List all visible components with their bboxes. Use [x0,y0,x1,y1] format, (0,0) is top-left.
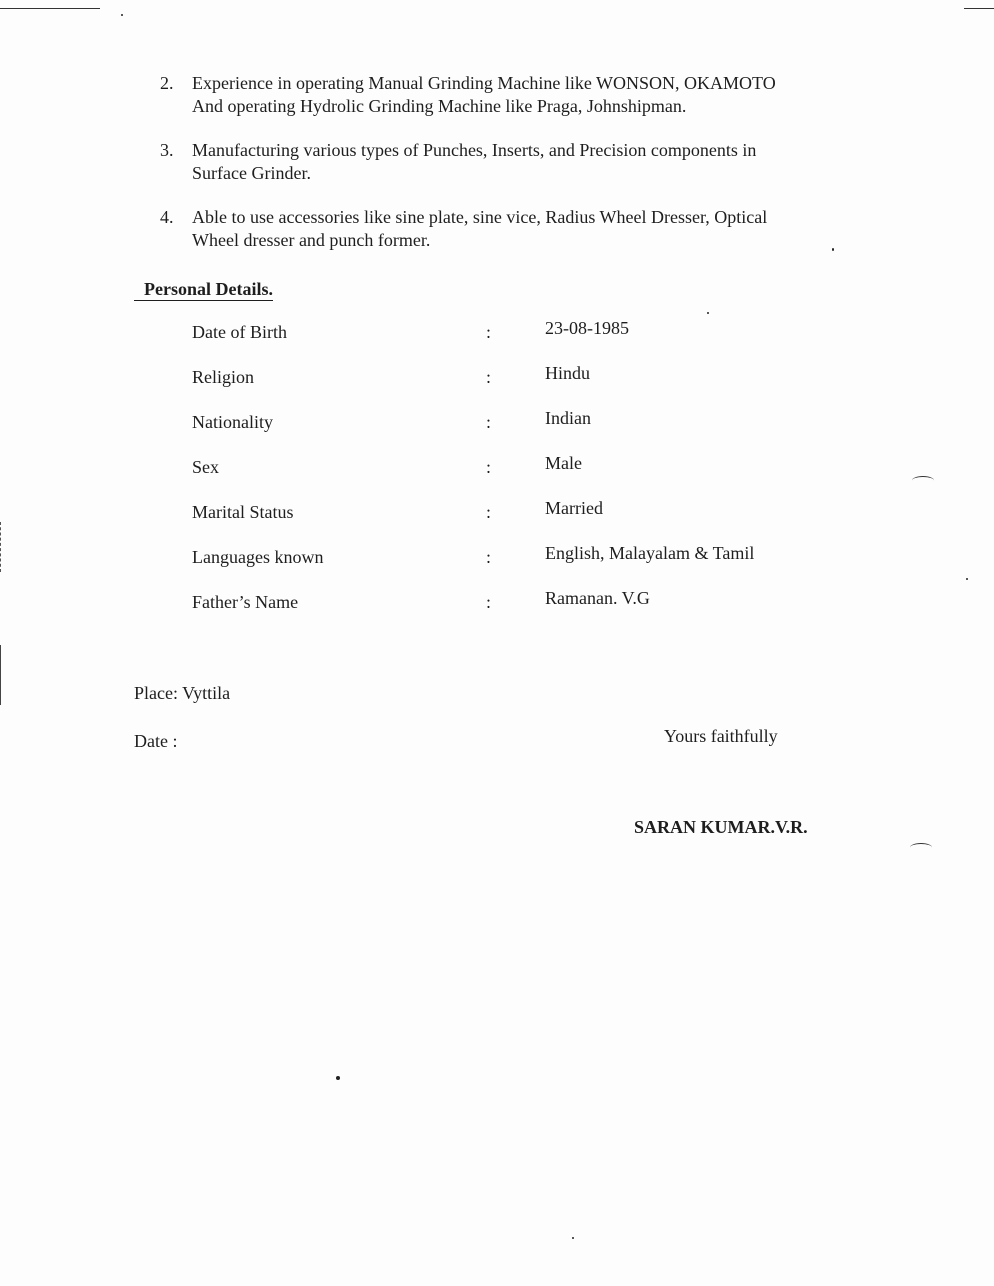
place-line: Place: Vyttila [134,683,231,703]
personal-details-table [192,320,812,635]
list-line: And operating Hydrolic Grinding Machine like Praga, Johnshipman. [192,96,687,116]
scan-speck [572,1237,574,1239]
detail-value: Ramanan. V.G [545,588,650,608]
closing-text: Yours faithfully [664,726,778,746]
detail-label: Date of Birth [192,322,287,342]
detail-label: Religion [192,367,254,387]
experience-list [160,72,850,273]
scan-speck [121,14,123,16]
detail-separator: : [486,547,492,567]
scan-speck [707,312,709,314]
list-item [160,139,850,185]
list-text [192,72,850,118]
list-line: Experience in operating Manual Grinding Machine like WONSON, OKAMOTO [192,73,776,93]
scan-artifact [910,843,932,852]
detail-row-nationality [192,410,812,455]
list-line: Manufacturing various types of Punches, Inserts, and Precision components in [192,140,757,160]
scan-speck [966,578,968,580]
list-number: 3. [160,140,174,160]
detail-row-languages-known [192,545,812,590]
detail-separator: : [486,592,492,612]
list-line: Surface Grinder. [192,163,311,183]
list-number: 4. [160,207,174,227]
detail-separator: : [486,502,492,522]
detail-value: Married [545,498,603,518]
detail-row-date-of-birth [192,320,812,365]
detail-value: Male [545,453,582,473]
detail-label: Languages known [192,547,324,567]
scan-speck [336,1076,340,1080]
scan-artifact [964,8,994,9]
signature-name: SARAN KUMAR.V.R. [634,817,808,837]
detail-row-fathers-name [192,590,812,635]
detail-separator: : [486,367,492,387]
detail-row-sex [192,455,812,500]
detail-value: Indian [545,408,591,428]
list-item [160,206,850,252]
detail-label: Sex [192,457,219,477]
detail-value: 23-08-1985 [545,318,629,338]
list-line: Wheel dresser and punch former. [192,230,431,250]
list-item [160,72,850,118]
detail-value: English, Malayalam & Tamil [545,543,755,563]
scan-artifact [0,522,2,572]
detail-label: Marital Status [192,502,294,522]
detail-value: Hindu [545,363,590,383]
detail-label: Nationality [192,412,273,432]
detail-label: Father’s Name [192,592,299,612]
detail-row-religion [192,365,812,410]
detail-separator: : [486,322,492,342]
personal-details-heading: Personal Details. [134,278,273,301]
list-text [192,206,850,252]
scan-artifact [0,645,1,705]
scan-artifact [0,8,100,9]
list-number: 2. [160,73,174,93]
detail-separator: : [486,457,492,477]
list-text [192,139,850,185]
scan-artifact [912,476,934,485]
detail-row-marital-status [192,500,812,545]
detail-separator: : [486,412,492,432]
date-line: Date : [134,731,178,751]
list-line: Able to use accessories like sine plate, sine vice, Radius Wheel Dresser, Optical [192,207,768,227]
